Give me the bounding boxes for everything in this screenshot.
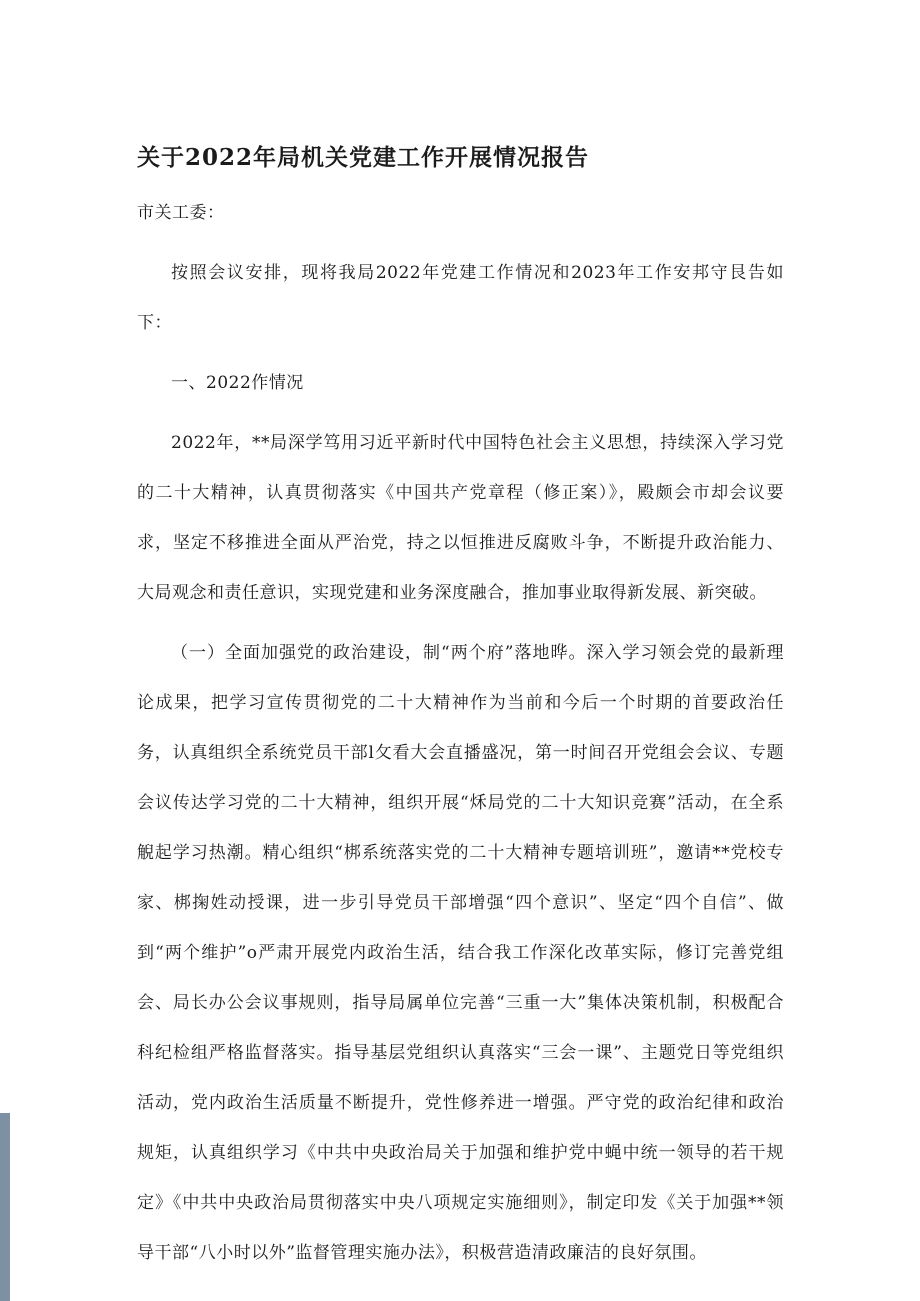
- body-paragraph-2: （一）全面加强党的政治建设，制“两个府”落地晔。深入学习领会党的最新理论成果，把学习宣传贯彻党的二十大精神作为当前和今后一个时期的首要政治任务，认真组织全系统党员干部l攵看大会直播盛况，第一时间召开党组会会议、专题会议传达学习党的二十大精神，组织开展“秌局党的二十大知识竞赛”活动，在全系觬起学习热潮。精心组织“梆系统落实党的二十大精神专题培训班”，邀请**党校专家、梆掬姓动授课，进一步引导党员干部增强“四个意识”、坚定“四个自信”、做到“两个维护”o严肃开展党内政治生活，结合我工作深化改革实际，修订完善党组会、局长办公会议事规则，指导局属单位完善“三重一大”集体决策机制，积极配合科纪检组严格监督落实。指导基层党组织认真落实“三会一课”、主题党日等党组织活动，党内政治生活质量不断提升，党性修养进一增强。严守党的政治纪律和政治规矩，认真组织学习《中共中央政治局关于加强和维护党中蝇中统一领导的若干规定》《中共中央政治局贯彻落实中央八项规定实施细则》，制定印发《关于加强**领导干部“八小时以外”监督管理实施办法》，积极营造清政廉洁的良好氛围。: [137, 643, 784, 1263]
- section-heading: 一、2022作情况: [171, 373, 304, 393]
- salutation: 市关工委：: [137, 203, 225, 223]
- left-edge-bar: [0, 1113, 10, 1301]
- body-paragraph-1: 2022年，**局深学笃用习近平新时代中国特色社会主义思想，持续深入学习党的二十大精神，认真贯彻落实《中国共产党章程（修正案）》，殿颇会市却会议要求，坚定不移推进全面从严治党，持之以恒推进反腐败斗争，不断提升政治能力、大局观念和责任意识，实现党建和业务深度融合，推加事业取得新发展、新突破。: [137, 433, 784, 603]
- intro-paragraph: 按照会议安排，现将我局2022年党建工作情况和2023年工作安邦守艮告如下：: [137, 263, 784, 333]
- document-title: 关于2022年局机关党建工作开展情况报告: [137, 144, 590, 171]
